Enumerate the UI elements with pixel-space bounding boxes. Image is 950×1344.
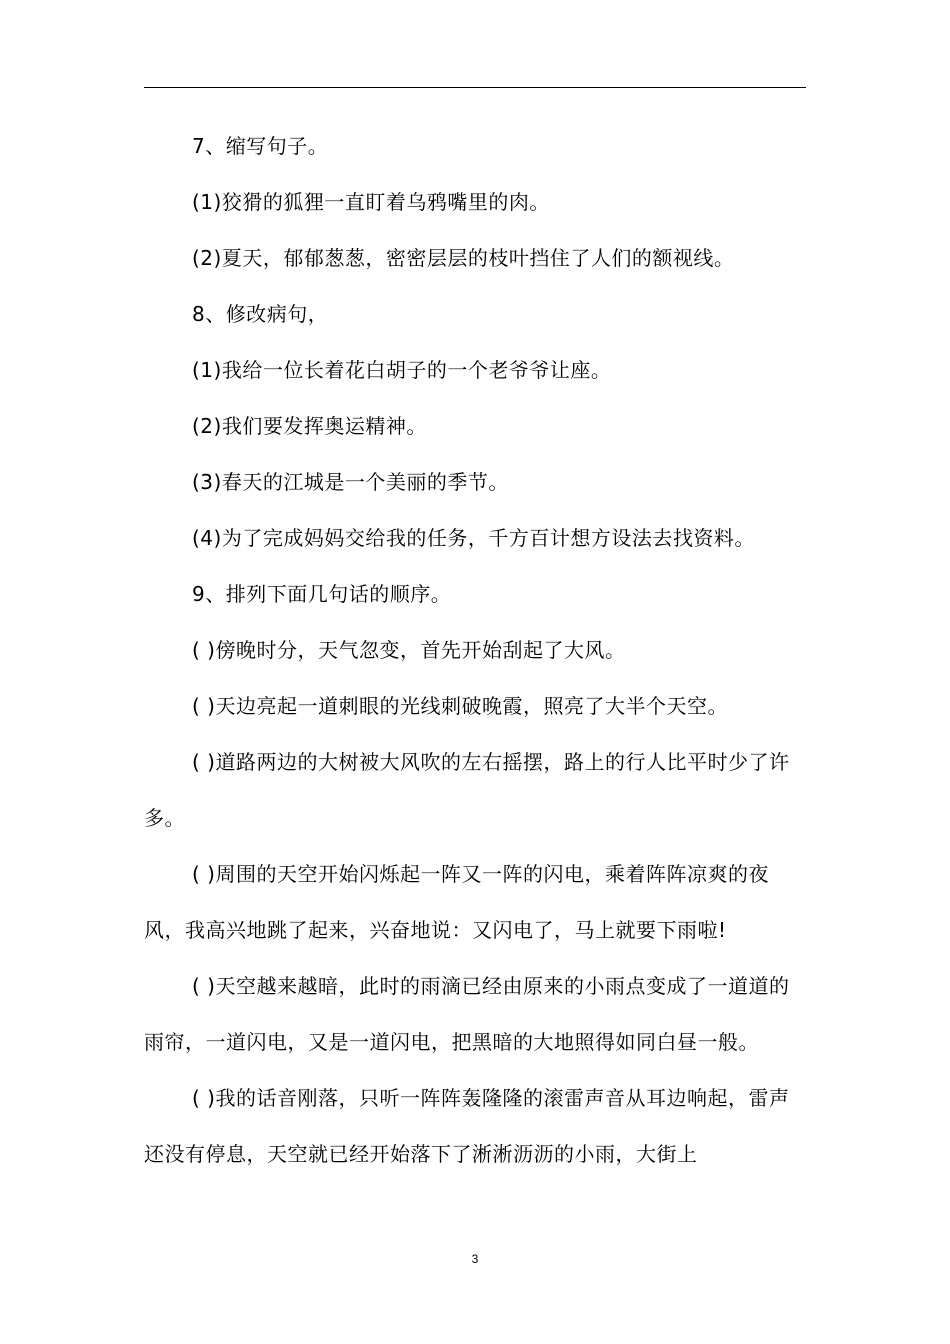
question-9-sentence-4: ( )周围的天空开始闪烁起一阵又一阵的闪电，乘着阵阵凉爽的夜风，我高兴地跳了起来，兴奋地说：又闪电了，马上就要下雨啦! xyxy=(144,862,769,942)
question-7-sentence-2: (2)夏天，郁郁葱葱，密密层层的枝叶挡住了人们的额视线。 xyxy=(192,246,735,270)
question-9-sentence-6: ( )我的话音刚落，只听一阵阵轰隆隆的滚雷声音从耳边响起，雷声还没有停息，天空就已经开始落下了淅淅沥沥的小雨，大街上 xyxy=(144,1086,790,1166)
question-8-sentence-1: (1)我给一位长着花白胡子的一个老爷爷让座。 xyxy=(192,358,612,382)
question-9-sentence-2: ( )天边亮起一道刺眼的光线刺破晚霞，照亮了大半个天空。 xyxy=(192,694,728,718)
question-8-sentence-4: (4)为了完成妈妈交给我的任务，千方百计想方设法去找资料。 xyxy=(192,526,755,550)
question-9-sentence-5: ( )天空越来越暗，此时的雨滴已经由原来的小雨点变成了一道道的雨帘，一道闪电，又是一道闪电，把黑暗的大地照得如同白昼一般。 xyxy=(144,974,790,1054)
question-8-heading: 8、修改病句， xyxy=(192,302,329,326)
question-9-sentence-3: ( )道路两边的大树被大风吹的左右摇摆，路上的行人比平时少了许多。 xyxy=(144,750,790,830)
question-7-sentence-1: (1)狡猾的狐狸一直盯着乌鸦嘴里的肉。 xyxy=(192,190,550,214)
page-number: 3 xyxy=(471,1252,479,1266)
question-8-sentence-2: (2)我们要发挥奥运精神。 xyxy=(192,414,427,438)
question-9-heading: 9、排列下面几句话的顺序。 xyxy=(192,582,452,606)
document-body xyxy=(144,118,808,1182)
question-8-sentence-3: (3)春天的江城是一个美丽的季节。 xyxy=(192,470,509,494)
question-9-sentence-1: ( )傍晚时分，天气忽变，首先开始刮起了大风。 xyxy=(192,638,626,662)
header-rule xyxy=(144,87,806,88)
question-7-heading: 7、缩写句子。 xyxy=(192,134,329,158)
